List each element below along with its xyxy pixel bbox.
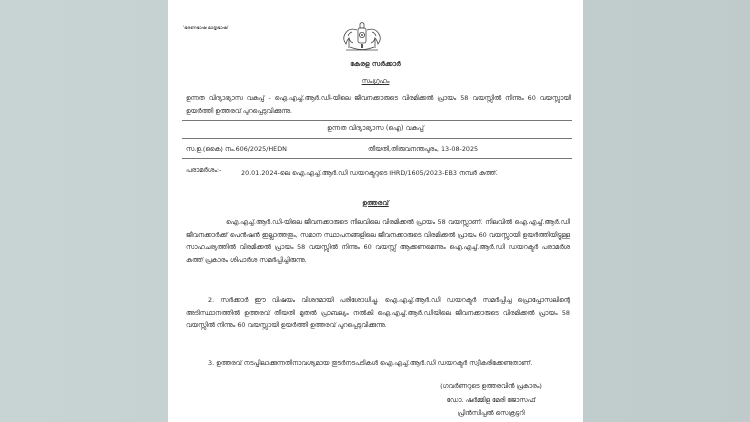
order-heading: ഉത്തരവ് — [362, 199, 389, 207]
motto-text: 'ഭരണഭാഷ മാതൃഭാഷ' — [183, 26, 229, 31]
reference-label: പരാമർശം:- — [186, 166, 222, 174]
government-order-page — [168, 0, 583, 422]
kerala-emblem-icon — [340, 20, 384, 56]
order-paragraph-3 — [186, 357, 570, 370]
signatory-designation: പ്രിൻസിപ്പൽ സെക്രട്ടറി — [457, 409, 525, 417]
go-number: സ.ഉ.(കൈ) നം.606/2025/HEDN — [186, 145, 287, 153]
paragraph-text: ഐ.എച്ച്.ആർ.ഡി-യിലെ ജീവനക്കാരുടെ നിലവിലെ വിരമിക്കൽ പ്രായം 58 വയസ്സാണ്. നിലവിൽ ഐ.എച്ച്.ആർ.ഡി ജീവനക്കാർക്ക് പെൻഷൻ ഇല്ലാത്തതും, സമാന സ്ഥാപനങ്ങളിലെ ജീവനക്കാരുടെ വിരമിക്കൽ പ്രായം 60 വയസ്സായി ഉയർത്തിയിട്ടുള്ള സാഹചര്യത്തിൽ വിരമിക്കൽ പ്രായം 58 വയസ്സിൽ നിന്നും 60 വയസ്സ് ആക്കണമെന്നും ഐ.എച്ച്.ആർ.ഡി ഡയറക്ടർ പരാമർശ കത്ത് പ്രകാരം ശിപാർശ സമർപ്പിച്ചിരുന്നു. — [186, 218, 570, 264]
paragraph-text: 2. സർക്കാർ ഈ വിഷയം വിശദമായി പരിശോധിച്ചു. ഐ.എച്ച്.ആർ.ഡി ഡയറക്ടർ സമർപ്പിച്ച പ്രൊപ്പോസലിന്റെ അടിസ്ഥാനത്തിൽ ഉത്തരവ് തീയതി മുതൽ പ്രാബല്യം നൽകി ഐ.എച്ച്.ആർ.ഡിയിലെ ജീവനക്കാരുടെ വിരമിക്കൽ പ്രായം 58 വയസ്സിൽ നിന്നും 60 വയസ്സായി ഉയർത്തി ഉത്തരവ് പുറപ്പെടുവിക്കുന്നു. — [186, 296, 570, 330]
department-heading: ഉന്നത വിദ്യാഭ്യാസ (ഐ) വകുപ്പ് — [327, 124, 424, 132]
divider — [182, 158, 572, 159]
subject-text: ഉന്നത വിദ്യാഭ്യാസ വകുപ്പ് - ഐ.എച്ച്.ആർ.ഡി-യിലെ ജീവനക്കാരുടെ വിരമിക്കൽ പ്രായം 58 വയസ്സിൽ നിന്നും 60 വയസ്സായി ഉയർത്തി ഉത്തരവ് പുറപ്പെടുവിക്കുന്നു. — [186, 94, 571, 115]
signatory-name: ഡോ. ഷർമ്മിള മേരി ജോസഫ് — [446, 396, 536, 404]
reference-text: 20.01.2024-ലെ ഐ.എച്ച്.ആർ.ഡി ഡയറക്ടറുടെ IHRD/1605/2023-EB3 നമ്പർ കത്ത്. — [241, 169, 498, 177]
order-paragraph-2 — [186, 294, 570, 332]
order-paragraph-1 — [186, 216, 570, 266]
divider — [182, 120, 572, 121]
by-order-line: (ഗവർണറുടെ ഉത്തരവിൻ പ്രകാരം) — [440, 382, 542, 390]
abstract-heading: സംഗ്രഹം — [361, 77, 390, 85]
government-heading: കേരള സർക്കാർ — [350, 60, 401, 68]
divider — [182, 138, 572, 139]
go-date: തീയതി,തിരുവനന്തപുരം, 13-08-2025 — [368, 145, 479, 153]
paragraph-text: 3. ഉത്തരവ് നടപ്പിലാക്കുന്നതിനാവശ്യമായ തുടർനടപടികൾ ഐ.എച്ച്.ആർ.ഡി ഡയറക്ടർ സ്വീകരിക്കേണ്ടതാണ്. — [208, 359, 533, 367]
